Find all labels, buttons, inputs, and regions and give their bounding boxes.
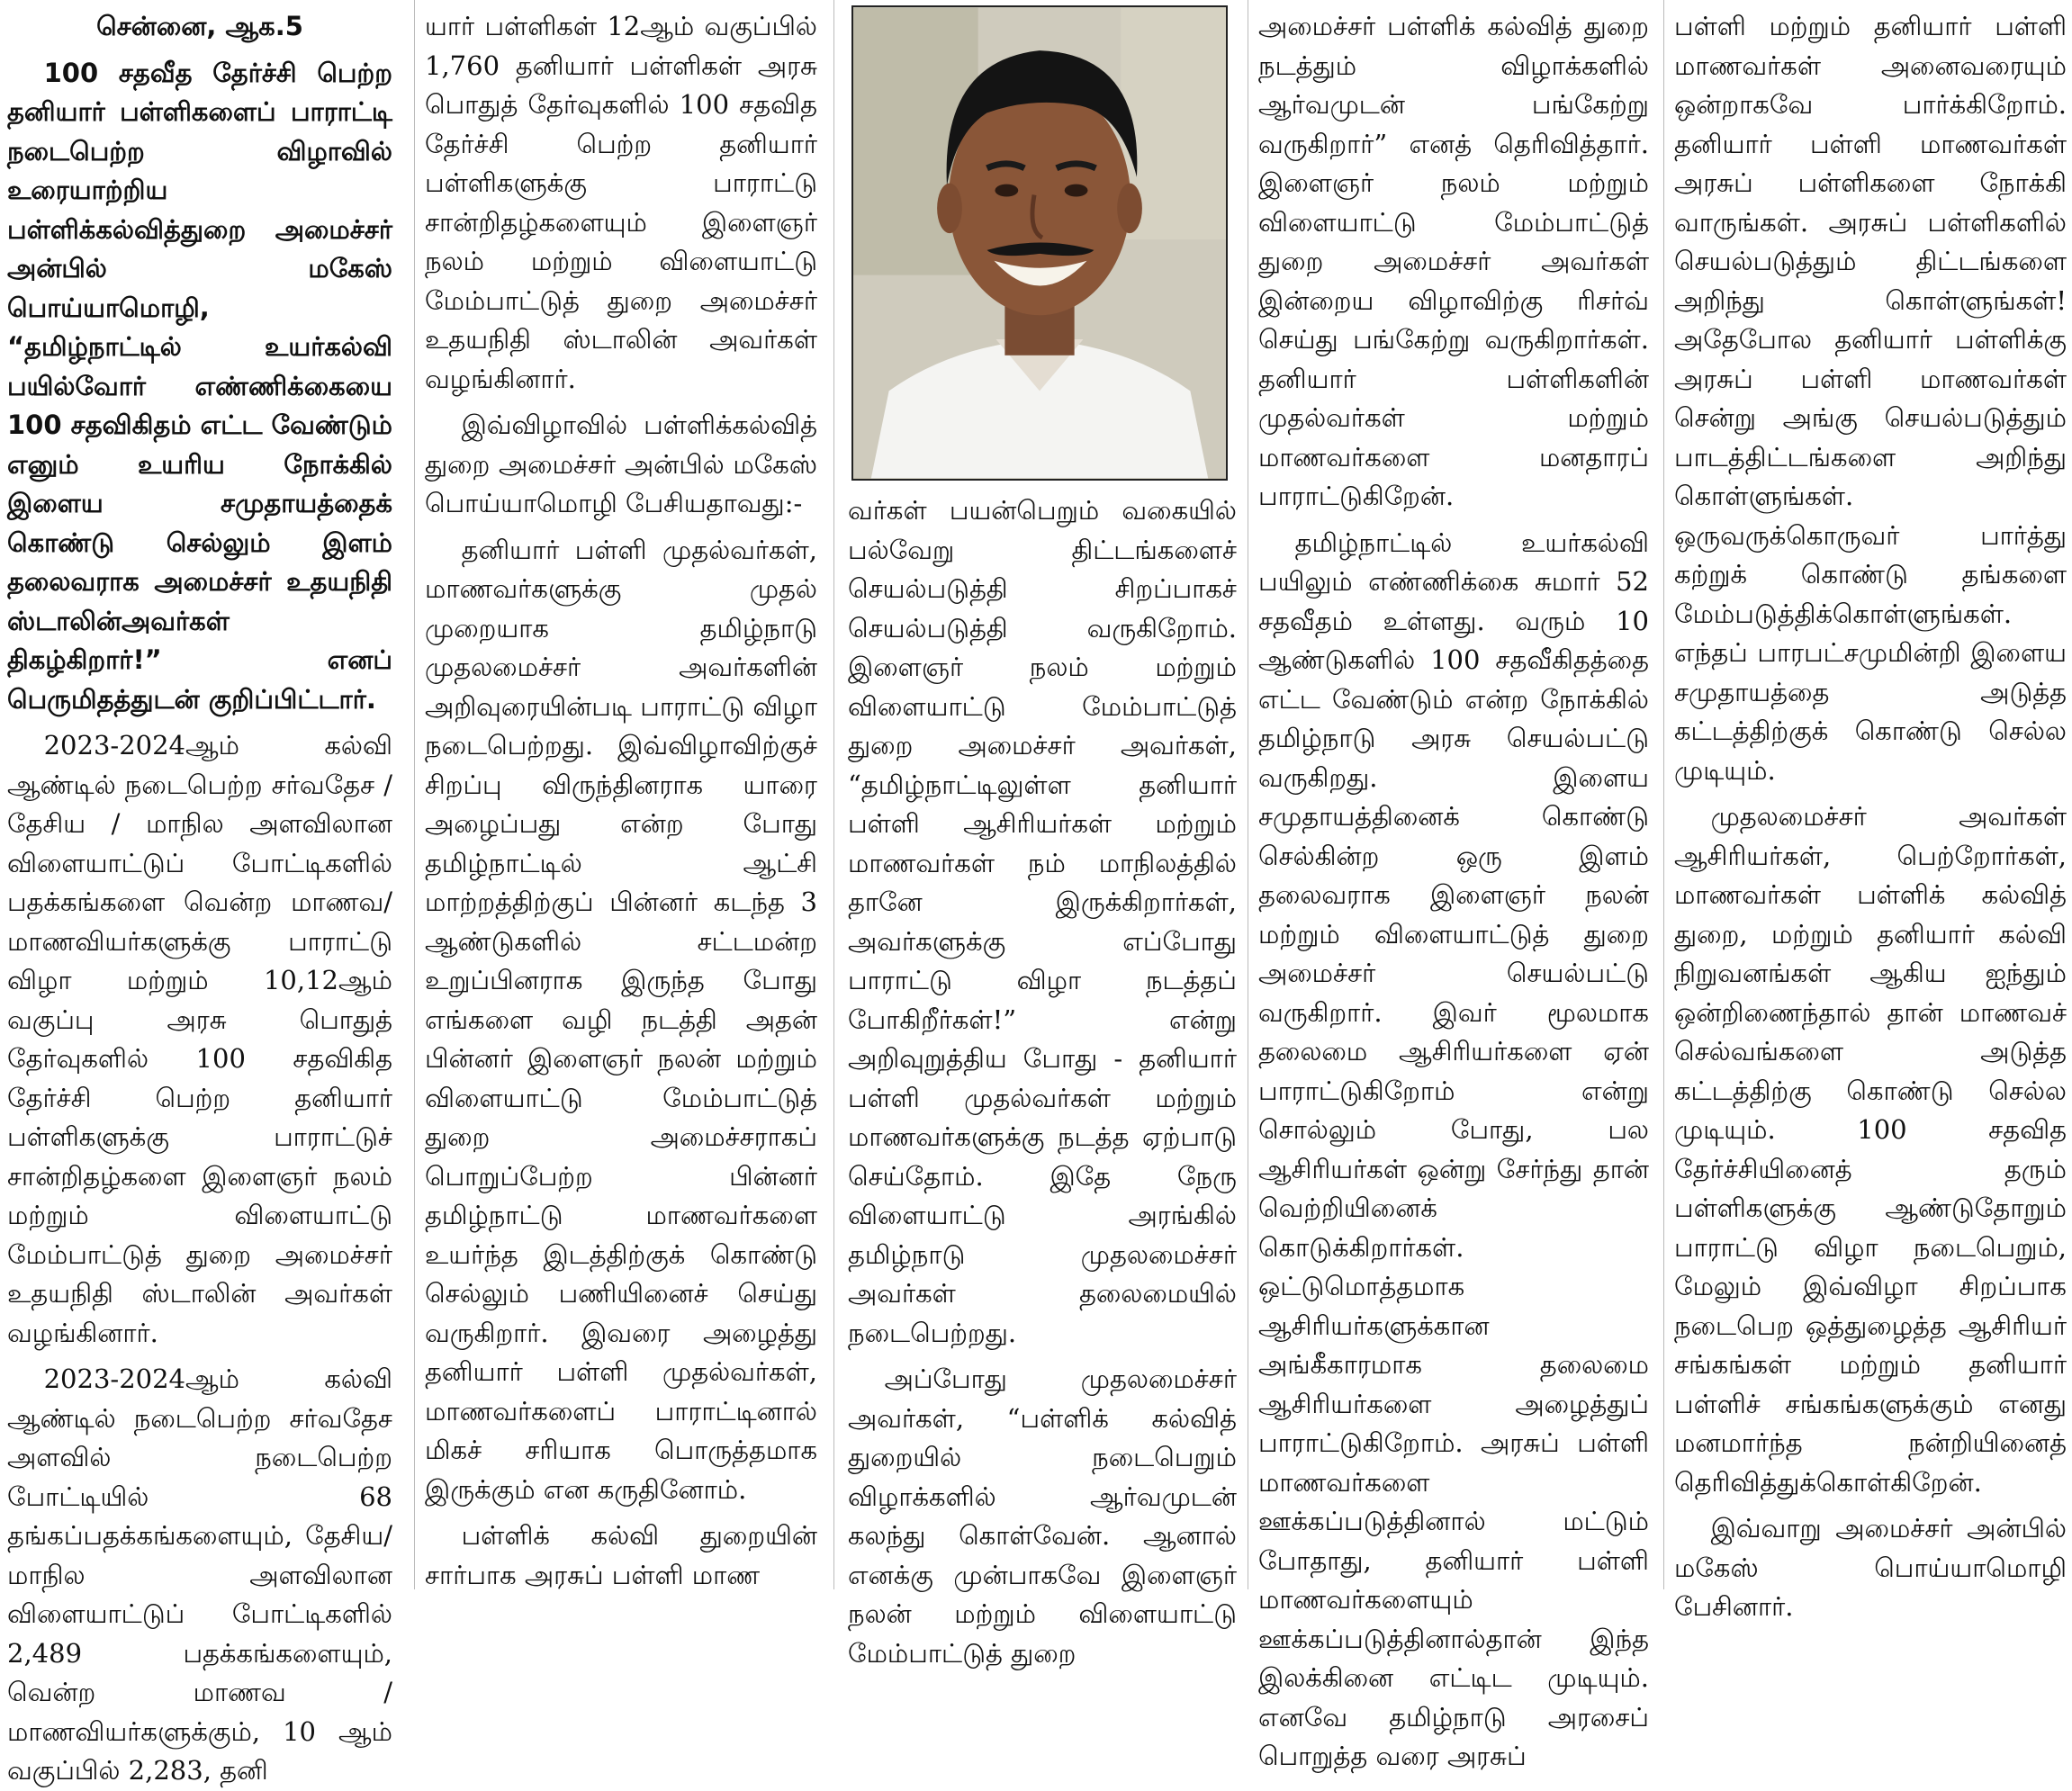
- paragraph: 2023-2024ஆம் கல்வி ஆண்டில் நடைபெற்ற சர்வதேச / தேசிய / மாநில அளவிலான விளையாட்டுப் போட்டிகளில் பதக்கங்களை வென்ற மாணவ/மாணவியர்களுக்கு பாராட்டு விழா மற்றும் 10,12ஆம் வகுப்பு அரசு பொதுத் தேர்வுகளில் 100 சதவிகித தேர்ச்சி பெற்ற தனியார் பள்ளிகளுக்கு பாராட்டுச் சான்றிதழ்களை இளைஞர் நலம் மற்றும் விளையாட்டு மேம்பாட்டுத் துறை அமைச்சர் உதயநிதி ஸ்டாலின் அவர்கள் வழங்கினார்.: [7, 730, 392, 1348]
- paragraph: இவ்விழாவில் பள்ளிக்கல்வித் துறை அமைச்சர் அன்பில் மகேஸ் பொய்யாமொழி பேசியதாவது:-: [425, 410, 817, 518]
- column-1: [7, 7, 393, 1786]
- paragraph: முதலமைச்சர் அவர்கள் ஆசிரியர்கள், பெற்றோர்கள், மாணவர்கள் பள்ளிக் கல்வித் துறை, மற்றும் தனியார் கல்வி நிறுவனங்கள் ஆகிய ஐந்தும் ஒன்றிணைந்தால் தான் மாணவச் செல்வங்களை அடுத்த கட்டத்திற்கு கொண்டு செல்ல முடியும். 100 சதவித தேர்ச்சியினைத் தரும் பள்ளிகளுக்கு ஆண்டுதோறும் பாராட்டு விழா நடைபெறும், மேலும் இவ்விழா சிறப்பாக நடைபெற ஒத்துழைத்த ஆசிரியர் சங்கங்கள் மற்றும் தனியார் பள்ளிச் சங்கங்களுக்கும் எனது மனமார்ந்த நன்றியினைத் தெரிவித்துக்கொள்கிறேன்.: [1674, 801, 2067, 1498]
- dateline: சென்னை, ஆக.5: [96, 11, 303, 41]
- paragraph: அப்போது முதலமைச்சர் அவர்கள், “பள்ளிக் கல்வித் துறையில் நடைபெறும் விழாக்களில் ஆர்வமுடன் கலந்து கொள்வேன். ஆனால் எனக்கு முன்பாகவே இளைஞர் நலன் மற்றும் விளையாட்டு மேம்பாட்டுத் துறை: [848, 1364, 1237, 1669]
- column-divider: [833, 0, 834, 1589]
- paragraph: தனியார் பள்ளி முதல்வர்கள், மாணவர்களுக்கு முதல் முறையாக தமிழ்நாடு முதலமைச்சர் அவர்களின் அறிவுரையின்படி பாராட்டு விழா நடைபெற்றது. இவ்விழாவிற்குச் சிறப்பு விருந்தினராக யாரை அழைப்பது என்ற போது தமிழ்நாட்டில் ஆட்சி மாற்றத்திற்குப் பின்னர் கடந்த 3 ஆண்டுகளில் சட்டமன்ற உறுப்பினராக இருந்த போது எங்களை வழி நடத்தி அதன் பின்னர் இளைஞர் நலன் மற்றும் விளையாட்டு மேம்பாட்டுத் துறை அமைச்சராகப் பொறுப்பேற்ற பின்னர் தமிழ்நாட்டு மாணவர்களை உயர்ந்த இடத்திற்குக் கொண்டு செல்லும் பணியினைச் செய்து வருகிறார். இவரை அழைத்து தனியார் பள்ளி முதல்வர்கள், மாணவர்களைப் பாராட்டினால் மிகச் சரியாக பொருத்தமாக இருக்கும் என கருதினோம்.: [425, 534, 817, 1505]
- column-3: [848, 491, 1237, 1669]
- column-divider: [414, 0, 415, 1589]
- paragraph: வர்கள் பயன்பெறும் வகையில் பல்வேறு திட்டங்களைச் செயல்படுத்தி சிறப்பாகச் செயல்படுத்தி வருகிறோம். இளைஞர் நலம் மற்றும் விளையாட்டு மேம்பாட்டுத் துறை அமைச்சர் அவர்கள், “தமிழ்நாட்டிலுள்ள தனியார் பள்ளி ஆசிரியர்கள் மற்றும் மாணவர்கள் நம் மாநிலத்தில் தானே இருக்கிறார்கள், அவர்களுக்கு எப்போது பாராட்டு விழா நடத்தப் போகிறீர்கள்!” என்று அறிவுறுத்திய போது - தனியார் பள்ளி முதல்வர்கள் மற்றும் மாணவர்களுக்கு நடத்த ஏற்பாடு செய்தோம். இதே நேரு விளையாட்டு அரங்கில் தமிழ்நாடு முதலமைச்சர் அவர்கள் தலைமையில் நடைபெற்றது.: [848, 495, 1237, 1348]
- paragraph: தமிழ்நாட்டில் உயர்கல்வி பயிலும் எண்ணிக்கை சுமார் 52 சதவீதம் உள்ளது. வரும் 10 ஆண்டுகளில் 100 சதவீகிதத்தை எட்ட வேண்டும் என்ற நோக்கில் தமிழ்நாடு அரசு செயல்பட்டு வருகிறது. இளைய சமுதாயத்தினைக் கொண்டு செல்கின்ற ஒரு இளம் தலைவராக இளைஞர் நலன் மற்றும் விளையாட்டுத் துறை அமைச்சர் செயல்பட்டு வருகிறார். இவர் மூலமாக தலைமை ஆசிரியர்களை ஏன் பாராட்டுகிறோம் என்று சொல்லும் போது, பல ஆசிரியர்கள் ஒன்று சேர்ந்து தான் வெற்றியினைக் கொடுக்கிறார்கள். ஒட்டுமொத்தமாக ஆசிரியர்களுக்கான அங்கீகாரமாக தலைமை ஆசிரியர்களை அழைத்துப் பாராட்டுகிறோம். அரசுப் பள்ளி மாணவர்களை ஊக்கப்படுத்தினால் மட்டும் போதாது, தனியார் பள்ளி மாணவர்களையும் ஊக்கப்படுத்தினால்தான் இந்த இலக்கினை எட்டிட முடியும். எனவே தமிழ்நாடு அரசைப் பொறுத்த வரை அரசுப்: [1258, 526, 1649, 1771]
- minister-photo: [851, 5, 1228, 481]
- paragraph: இவ்வாறு அமைச்சர் அன்பில் மகேஸ் பொய்யாமொழி பேசினார்.: [1674, 1513, 2067, 1622]
- column-2: [425, 7, 817, 1590]
- column-4: [1258, 7, 1649, 1771]
- paragraph: பள்ளி மற்றும் தனியார் பள்ளி மாணவர்கள் அனைவரையும் ஒன்றாகவே பார்க்கிறோம். தனியார் பள்ளி மாணவர்கள் அரசுப் பள்ளிகளை நோக்கி வாருங்கள். அரசுப் பள்ளிகளில் செயல்படுத்தும் திட்டங்களை அறிந்து கொள்ளுங்கள்! அதேபோல தனியார் பள்ளிக்கு அரசுப் பள்ளி மாணவர்கள் சென்று அங்கு செயல்படுத்தும் பாடத்திட்டங்களை அறிந்து கொள்ளுங்கள். ஒருவருக்கொருவர் பார்த்து கற்றுக் கொண்டு தங்களை மேம்படுத்திக்கொள்ளுங்கள். எந்தப் பாரபட்சமுமின்றி இளைய சமுதாயத்தை அடுத்த கட்டத்திற்குக் கொண்டு செல்ல முடியும்.: [1674, 11, 2067, 786]
- paragraph: பள்ளிக் கல்வி துறையின் சார்பாக அரசுப் பள்ளி மாண: [425, 1520, 817, 1590]
- column-divider: [1663, 0, 1664, 1589]
- paragraph: யார் பள்ளிகள் 12ஆம் வகுப்பில் 1,760 தனியார் பள்ளிகள் அரசு பொதுத் தேர்வுகளில் 100 சதவித தேர்ச்சி பெற்ற தனியார் பள்ளிகளுக்கு பாராட்டு சான்றிதழ்களையும் இளைஞர் நலம் மற்றும் விளையாட்டு மேம்பாட்டுத் துறை அமைச்சர் உதயநிதி ஸ்டாலின் அவர்கள் வழங்கினார்.: [425, 11, 817, 394]
- paragraph: 2023-2024ஆம் கல்வி ஆண்டில் நடைபெற்ற சர்வதேச அளவில் நடைபெற்ற போட்டியில் 68 தங்கப்பதக்கங்களையும், தேசிய/மாநில அளவிலான விளையாட்டுப் போட்டிகளில் 2,489 பதக்கங்களையும், வென்ற மாணவ / மாணவியர்களுக்கும், 10 ஆம் வகுப்பில் 2,283, தனி: [7, 1364, 392, 1786]
- column-5: [1674, 7, 2067, 1622]
- paragraph: அமைச்சர் பள்ளிக் கல்வித் துறை நடத்தும் விழாக்களில் ஆர்வமுடன் பங்கேற்று வருகிறார்” எனத் தெரிவித்தார். இளைஞர் நலம் மற்றும் விளையாட்டு மேம்பாட்டுத் துறை அமைச்சர் அவர்கள் இன்றைய விழாவிற்கு ரிசர்வ் செய்து பங்கேற்று வருகிறார்கள். தனியார் பள்ளிகளின் முதல்வர்கள் மற்றும் மாணவர்களை மனதாரப் பாராட்டுகிறேன்.: [1258, 11, 1649, 511]
- lead-paragraph: 100 சதவீத தேர்ச்சி பெற்ற தனியார் பள்ளிகளைப் பாராட்டி நடைபெற்ற விழாவில் உரையாற்றிய பள்ளிக்கல்வித்துறை அமைச்சர் அன்பில் மகேஸ் பொய்யாமொழி, “தமிழ்நாட்டில் உயர்கல்வி பயில்வோர் எண்ணிக்கையை 100 சதவிகிதம் எட்ட வேண்டும் எனும் உயரிய நோக்கில் இளைய சமுதாயத்தைக் கொண்டு செல்லும் இளம் தலைவராக அமைச்சர் உதயநிதி ஸ்டாலின்அவர்கள் திகழ்கிறார்!” எனப் பெருமிதத்துடன் குறிப்பிட்டார்.: [7, 57, 393, 715]
